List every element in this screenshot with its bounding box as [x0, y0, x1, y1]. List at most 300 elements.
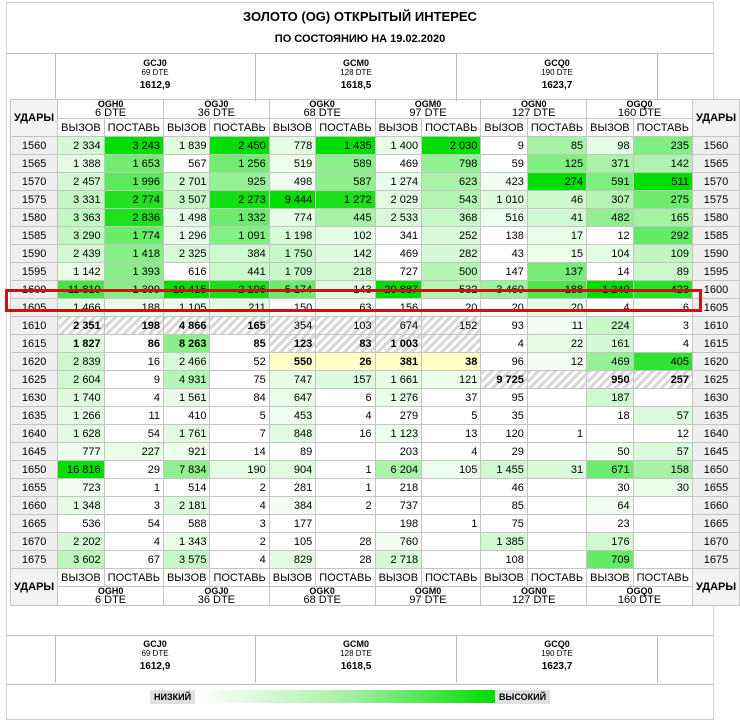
put-oi-cell: 3 — [104, 497, 163, 515]
footer-option-row — [11, 569, 740, 587]
call-oi-cell: 98 — [587, 137, 634, 155]
put-oi-cell — [316, 443, 375, 461]
call-oi-cell: 3 507 — [163, 191, 210, 209]
put-oi-cell: 75 — [210, 371, 269, 389]
put-oi-cell: 89 — [633, 263, 692, 281]
table-row — [11, 227, 740, 245]
call-oi-cell: 354 — [269, 317, 316, 335]
call-oi-cell: 2 325 — [163, 245, 210, 263]
call-oi-cell: 1 839 — [163, 137, 210, 155]
put-column-header: ПОСТАВЬ — [633, 119, 692, 137]
call-oi-cell: 2 351 — [58, 317, 105, 335]
put-oi-cell: 29 — [104, 461, 163, 479]
put-oi-cell: 423 — [633, 281, 692, 299]
put-oi-cell — [633, 533, 692, 551]
call-oi-cell: 516 — [481, 209, 528, 227]
call-column-header: ВЫЗОВ — [587, 119, 634, 137]
future-header-2: GCM0 128 DTE 1618,5 — [340, 58, 372, 91]
call-oi-cell: 550 — [269, 353, 316, 371]
call-oi-cell: 138 — [481, 227, 528, 245]
call-oi-cell: 1 276 — [375, 389, 422, 407]
put-oi-cell: 142 — [633, 155, 692, 173]
strike-cell: 1580 — [692, 209, 739, 227]
put-oi-cell: 1 332 — [210, 209, 269, 227]
put-oi-cell: 63 — [316, 299, 375, 317]
call-oi-cell: 203 — [375, 443, 422, 461]
call-oi-cell: 567 — [163, 155, 210, 173]
put-oi-cell: 2 — [210, 533, 269, 551]
put-oi-cell: 52 — [210, 353, 269, 371]
strike-cell: 1565 — [692, 155, 739, 173]
put-oi-cell: 152 — [422, 317, 481, 335]
call-oi-cell: 16 816 — [58, 461, 105, 479]
option-series-header: OGJ0 36 DTE — [163, 100, 269, 119]
strike-cell: 1605 — [11, 299, 58, 317]
strike-cell: 1570 — [11, 173, 58, 191]
put-oi-cell: 1 — [316, 461, 375, 479]
put-oi-cell: 218 — [316, 263, 375, 281]
call-oi-cell: 2 181 — [163, 497, 210, 515]
option-series-header: OGJ0 36 DTE — [163, 587, 269, 606]
call-oi-cell: 19 415 — [163, 281, 210, 299]
call-oi-cell: 674 — [375, 317, 422, 335]
call-oi-cell: 3 575 — [163, 551, 210, 569]
put-oi-cell: 2 030 — [422, 137, 481, 155]
put-oi-cell: 125 — [527, 155, 586, 173]
call-oi-cell: 6 204 — [375, 461, 422, 479]
put-oi-cell: 405 — [633, 353, 692, 371]
header-type-row — [11, 119, 740, 137]
legend-gradient — [195, 690, 495, 703]
put-column-header: ПОСТАВЬ — [104, 569, 163, 587]
put-oi-cell: 11 — [104, 407, 163, 425]
put-oi-cell: 532 — [422, 281, 481, 299]
call-oi-cell: 2 701 — [163, 173, 210, 191]
put-oi-cell: 102 — [316, 227, 375, 245]
call-oi-cell: 89 — [269, 443, 316, 461]
put-oi-cell: 623 — [422, 173, 481, 191]
call-column-header: ВЫЗОВ — [58, 119, 105, 137]
strike-cell: 1675 — [11, 551, 58, 569]
put-oi-cell: 384 — [210, 245, 269, 263]
call-column-header: ВЫЗОВ — [375, 119, 422, 137]
put-oi-cell: 17 — [527, 227, 586, 245]
call-oi-cell: 108 — [481, 551, 528, 569]
put-oi-cell: 12 — [633, 425, 692, 443]
put-column-header: ПОСТАВЬ — [633, 569, 692, 587]
put-oi-cell: 15 — [527, 245, 586, 263]
put-oi-cell: 83 — [316, 335, 375, 353]
call-oi-cell: 161 — [587, 335, 634, 353]
option-series-header: OGN0 127 DTE — [481, 100, 587, 119]
put-oi-cell: 28 — [316, 551, 375, 569]
call-oi-cell: 281 — [269, 479, 316, 497]
call-oi-cell: 1 240 — [587, 281, 634, 299]
strike-cell: 1640 — [692, 425, 739, 443]
put-oi-cell: 1 774 — [104, 227, 163, 245]
call-oi-cell: 1 388 — [58, 155, 105, 173]
call-oi-cell: 904 — [269, 461, 316, 479]
put-oi-cell: 2 836 — [104, 209, 163, 227]
put-oi-cell — [422, 533, 481, 551]
call-oi-cell: 410 — [163, 407, 210, 425]
put-oi-cell: 165 — [633, 209, 692, 227]
put-oi-cell: 1 393 — [104, 263, 163, 281]
put-oi-cell: 67 — [104, 551, 163, 569]
option-series-header: OGQ0 160 DTE — [587, 587, 693, 606]
put-oi-cell: 158 — [633, 461, 692, 479]
call-oi-cell: 588 — [163, 515, 210, 533]
call-oi-cell: 2 533 — [375, 209, 422, 227]
put-oi-cell — [316, 515, 375, 533]
put-oi-cell: 6 — [316, 389, 375, 407]
strike-cell: 1630 — [11, 389, 58, 407]
call-oi-cell: 498 — [269, 173, 316, 191]
call-oi-cell: 4 931 — [163, 371, 210, 389]
call-column-header: ВЫЗОВ — [269, 569, 316, 587]
open-interest-table — [10, 99, 740, 606]
put-oi-cell: 274 — [527, 173, 586, 191]
strike-cell: 1595 — [692, 263, 739, 281]
color-legend — [150, 689, 550, 704]
table-row — [11, 461, 740, 479]
call-oi-cell: 1 466 — [58, 299, 105, 317]
put-oi-cell: 16 — [316, 425, 375, 443]
put-oi-cell: 31 — [527, 461, 586, 479]
strike-cell: 1655 — [11, 479, 58, 497]
put-oi-cell: 257 — [633, 371, 692, 389]
strike-cell: 1585 — [11, 227, 58, 245]
call-oi-cell: 723 — [58, 479, 105, 497]
option-series-header: OGK0 68 DTE — [269, 587, 375, 606]
strike-cell: 1615 — [11, 335, 58, 353]
call-oi-cell: 9 725 — [481, 371, 528, 389]
table-row — [11, 155, 740, 173]
call-oi-cell: 20 — [481, 299, 528, 317]
call-oi-cell: 2 839 — [58, 353, 105, 371]
strikes-header: УДАРЫ — [692, 100, 739, 137]
put-oi-cell: 16 — [104, 353, 163, 371]
put-oi-cell: 38 — [422, 353, 481, 371]
strike-cell: 1620 — [692, 353, 739, 371]
call-oi-cell: 469 — [587, 353, 634, 371]
strike-cell: 1610 — [692, 317, 739, 335]
call-oi-cell: 2 457 — [58, 173, 105, 191]
option-series-header: OGN0 127 DTE — [481, 587, 587, 606]
put-oi-cell — [527, 497, 586, 515]
put-oi-cell: 1 399 — [104, 281, 163, 299]
strike-cell: 1670 — [11, 533, 58, 551]
put-oi-cell — [527, 371, 586, 389]
strike-cell: 1590 — [692, 245, 739, 263]
strike-cell: 1645 — [692, 443, 739, 461]
put-oi-cell: 500 — [422, 263, 481, 281]
table-row — [11, 371, 740, 389]
put-oi-cell: 85 — [527, 137, 586, 155]
put-oi-cell: 41 — [527, 209, 586, 227]
call-oi-cell: 176 — [587, 533, 634, 551]
put-oi-cell: 143 — [316, 281, 375, 299]
call-oi-cell: 11 810 — [58, 281, 105, 299]
call-oi-cell: 778 — [269, 137, 316, 155]
strike-cell: 1665 — [692, 515, 739, 533]
call-oi-cell: 3 602 — [58, 551, 105, 569]
call-oi-cell: 105 — [269, 533, 316, 551]
put-oi-cell: 5 — [422, 407, 481, 425]
call-oi-cell: 198 — [375, 515, 422, 533]
call-column-header: ВЫЗОВ — [163, 119, 210, 137]
option-series-header: OGQ0 160 DTE — [587, 100, 693, 119]
put-oi-cell: 275 — [633, 191, 692, 209]
call-oi-cell — [587, 425, 634, 443]
strike-cell: 1620 — [11, 353, 58, 371]
strike-cell: 1580 — [11, 209, 58, 227]
call-oi-cell: 85 — [481, 497, 528, 515]
call-oi-cell: 29 — [481, 443, 528, 461]
call-column-header: ВЫЗОВ — [587, 569, 634, 587]
call-oi-cell: 1 400 — [375, 137, 422, 155]
call-oi-cell: 709 — [587, 551, 634, 569]
call-oi-cell: 536 — [58, 515, 105, 533]
legend-low-label: НИЗКИЙ — [150, 690, 195, 704]
put-oi-cell: 445 — [316, 209, 375, 227]
put-oi-cell: 368 — [422, 209, 481, 227]
call-oi-cell: 59 — [481, 155, 528, 173]
put-oi-cell: 925 — [210, 173, 269, 191]
put-oi-cell: 2 — [210, 479, 269, 497]
call-oi-cell: 1 628 — [58, 425, 105, 443]
put-oi-cell: 7 — [210, 425, 269, 443]
table-row — [11, 407, 740, 425]
strike-cell: 1635 — [692, 407, 739, 425]
call-oi-cell: 123 — [269, 335, 316, 353]
strike-cell: 1625 — [11, 371, 58, 389]
call-oi-cell: 156 — [375, 299, 422, 317]
call-oi-cell: 1 198 — [269, 227, 316, 245]
call-oi-cell: 3 363 — [58, 209, 105, 227]
call-oi-cell: 1 455 — [481, 461, 528, 479]
call-oi-cell: 829 — [269, 551, 316, 569]
call-oi-cell: 307 — [587, 191, 634, 209]
call-oi-cell: 1 010 — [481, 191, 528, 209]
put-oi-cell: 543 — [422, 191, 481, 209]
table-row — [11, 515, 740, 533]
put-oi-cell: 292 — [633, 227, 692, 245]
put-oi-cell — [633, 389, 692, 407]
table-row — [11, 317, 740, 335]
put-oi-cell: 798 — [422, 155, 481, 173]
strike-cell: 1670 — [692, 533, 739, 551]
strike-cell: 1575 — [692, 191, 739, 209]
call-oi-cell: 150 — [269, 299, 316, 317]
strike-cell: 1625 — [692, 371, 739, 389]
call-oi-cell: 1 661 — [375, 371, 422, 389]
put-oi-cell: 28 — [316, 533, 375, 551]
strike-cell: 1560 — [692, 137, 739, 155]
call-oi-cell: 616 — [163, 263, 210, 281]
call-oi-cell: 1 761 — [163, 425, 210, 443]
put-oi-cell: 511 — [633, 173, 692, 191]
put-oi-cell: 282 — [422, 245, 481, 263]
put-oi-cell: 26 — [316, 353, 375, 371]
call-oi-cell: 727 — [375, 263, 422, 281]
call-oi-cell: 104 — [587, 245, 634, 263]
put-oi-cell: 1 — [527, 425, 586, 443]
put-oi-cell: 2 196 — [210, 281, 269, 299]
strike-cell: 1590 — [11, 245, 58, 263]
call-oi-cell: 120 — [481, 425, 528, 443]
strike-cell: 1575 — [11, 191, 58, 209]
put-oi-cell: 54 — [104, 425, 163, 443]
put-oi-cell: 198 — [104, 317, 163, 335]
call-column-header: ВЫЗОВ — [269, 119, 316, 137]
call-oi-cell: 96 — [481, 353, 528, 371]
put-oi-cell: 4 — [104, 389, 163, 407]
strike-cell: 1595 — [11, 263, 58, 281]
put-oi-cell: 103 — [316, 317, 375, 335]
call-oi-cell: 147 — [481, 263, 528, 281]
put-oi-cell: 1 — [104, 479, 163, 497]
strike-cell: 1665 — [11, 515, 58, 533]
put-oi-cell — [527, 533, 586, 551]
strike-cell: 1675 — [692, 551, 739, 569]
call-oi-cell: 591 — [587, 173, 634, 191]
put-oi-cell: 1 — [316, 479, 375, 497]
put-oi-cell: 20 — [527, 299, 586, 317]
call-oi-cell: 95 — [481, 389, 528, 407]
put-oi-cell: 1 435 — [316, 137, 375, 155]
strike-cell: 1635 — [11, 407, 58, 425]
call-oi-cell: 14 — [587, 263, 634, 281]
put-oi-cell — [527, 407, 586, 425]
call-oi-cell: 384 — [269, 497, 316, 515]
put-oi-cell — [633, 515, 692, 533]
put-oi-cell: 4 — [422, 443, 481, 461]
call-oi-cell: 1 123 — [375, 425, 422, 443]
put-oi-cell: 2 774 — [104, 191, 163, 209]
put-oi-cell: 3 — [210, 515, 269, 533]
table-row — [11, 191, 740, 209]
call-oi-cell: 1 296 — [163, 227, 210, 245]
call-oi-cell: 279 — [375, 407, 422, 425]
strikes-header: УДАРЫ — [11, 100, 58, 137]
put-oi-cell: 20 — [422, 299, 481, 317]
strike-cell: 1600 — [11, 281, 58, 299]
call-oi-cell: 777 — [58, 443, 105, 461]
strike-cell: 1650 — [692, 461, 739, 479]
call-oi-cell: 1 348 — [58, 497, 105, 515]
put-oi-cell: 1 256 — [210, 155, 269, 173]
call-oi-cell: 20 887 — [375, 281, 422, 299]
put-oi-cell: 587 — [316, 173, 375, 191]
strike-cell: 1615 — [692, 335, 739, 353]
put-oi-cell: 54 — [104, 515, 163, 533]
put-oi-cell — [527, 389, 586, 407]
option-series-header: OGM0 97 DTE — [375, 100, 481, 119]
put-column-header: ПОСТАВЬ — [422, 119, 481, 137]
call-column-header: ВЫЗОВ — [481, 569, 528, 587]
table-row — [11, 137, 740, 155]
call-oi-cell: 1 709 — [269, 263, 316, 281]
put-oi-cell — [527, 443, 586, 461]
put-column-header: ПОСТАВЬ — [527, 119, 586, 137]
strike-cell: 1650 — [11, 461, 58, 479]
put-oi-cell: 4 — [210, 497, 269, 515]
call-oi-cell: 93 — [481, 317, 528, 335]
call-oi-cell: 1 827 — [58, 335, 105, 353]
put-oi-cell: 57 — [633, 407, 692, 425]
put-oi-cell: 188 — [104, 299, 163, 317]
put-oi-cell: 190 — [210, 461, 269, 479]
put-oi-cell: 11 — [527, 317, 586, 335]
footer-type-row — [11, 587, 740, 606]
option-series-header: OGK0 68 DTE — [269, 100, 375, 119]
call-oi-cell: 5 174 — [269, 281, 316, 299]
future-header-1: GCJ0 69 DTE 1612,9 — [139, 58, 171, 91]
put-oi-cell — [422, 479, 481, 497]
table-row — [11, 209, 740, 227]
call-oi-cell: 482 — [587, 209, 634, 227]
call-oi-cell: 18 — [587, 407, 634, 425]
put-oi-cell: 1 — [422, 515, 481, 533]
legend-high-label: ВЫСОКИЙ — [495, 690, 550, 704]
call-oi-cell: 7 834 — [163, 461, 210, 479]
call-oi-cell: 4 — [481, 335, 528, 353]
call-column-header: ВЫЗОВ — [375, 569, 422, 587]
call-oi-cell: 848 — [269, 425, 316, 443]
call-oi-cell: 3 290 — [58, 227, 105, 245]
call-oi-cell: 4 — [587, 299, 634, 317]
put-oi-cell: 1 091 — [210, 227, 269, 245]
put-oi-cell: 142 — [316, 245, 375, 263]
call-oi-cell: 671 — [587, 461, 634, 479]
put-oi-cell: 37 — [422, 389, 481, 407]
put-oi-cell: 57 — [633, 443, 692, 461]
put-oi-cell: 46 — [527, 191, 586, 209]
future-footer-3: GCQ0 190 DTE 1623,7 — [541, 639, 573, 672]
call-oi-cell: 381 — [375, 353, 422, 371]
call-oi-cell: 1 385 — [481, 533, 528, 551]
put-oi-cell: 157 — [316, 371, 375, 389]
put-oi-cell: 1 272 — [316, 191, 375, 209]
table-row — [11, 551, 740, 569]
put-oi-cell: 30 — [633, 479, 692, 497]
option-series-header: OGH0 6 DTE — [58, 587, 164, 606]
put-oi-cell: 2 450 — [210, 137, 269, 155]
call-oi-cell: 1 343 — [163, 533, 210, 551]
call-oi-cell: 12 — [587, 227, 634, 245]
call-oi-cell: 1 498 — [163, 209, 210, 227]
call-oi-cell: 224 — [587, 317, 634, 335]
call-oi-cell: 453 — [269, 407, 316, 425]
put-oi-cell — [527, 479, 586, 497]
call-oi-cell: 760 — [375, 533, 422, 551]
put-oi-cell — [422, 551, 481, 569]
call-column-header: ВЫЗОВ — [58, 569, 105, 587]
call-oi-cell: 35 — [481, 407, 528, 425]
put-column-header: ПОСТАВЬ — [316, 569, 375, 587]
table-row — [11, 389, 740, 407]
call-oi-cell: 1 003 — [375, 335, 422, 353]
call-oi-cell: 2 604 — [58, 371, 105, 389]
call-oi-cell: 423 — [481, 173, 528, 191]
call-oi-cell: 341 — [375, 227, 422, 245]
put-oi-cell: 22 — [527, 335, 586, 353]
put-oi-cell: 13 — [422, 425, 481, 443]
put-oi-cell: 86 — [104, 335, 163, 353]
call-oi-cell: 2 202 — [58, 533, 105, 551]
call-oi-cell: 2 466 — [163, 353, 210, 371]
